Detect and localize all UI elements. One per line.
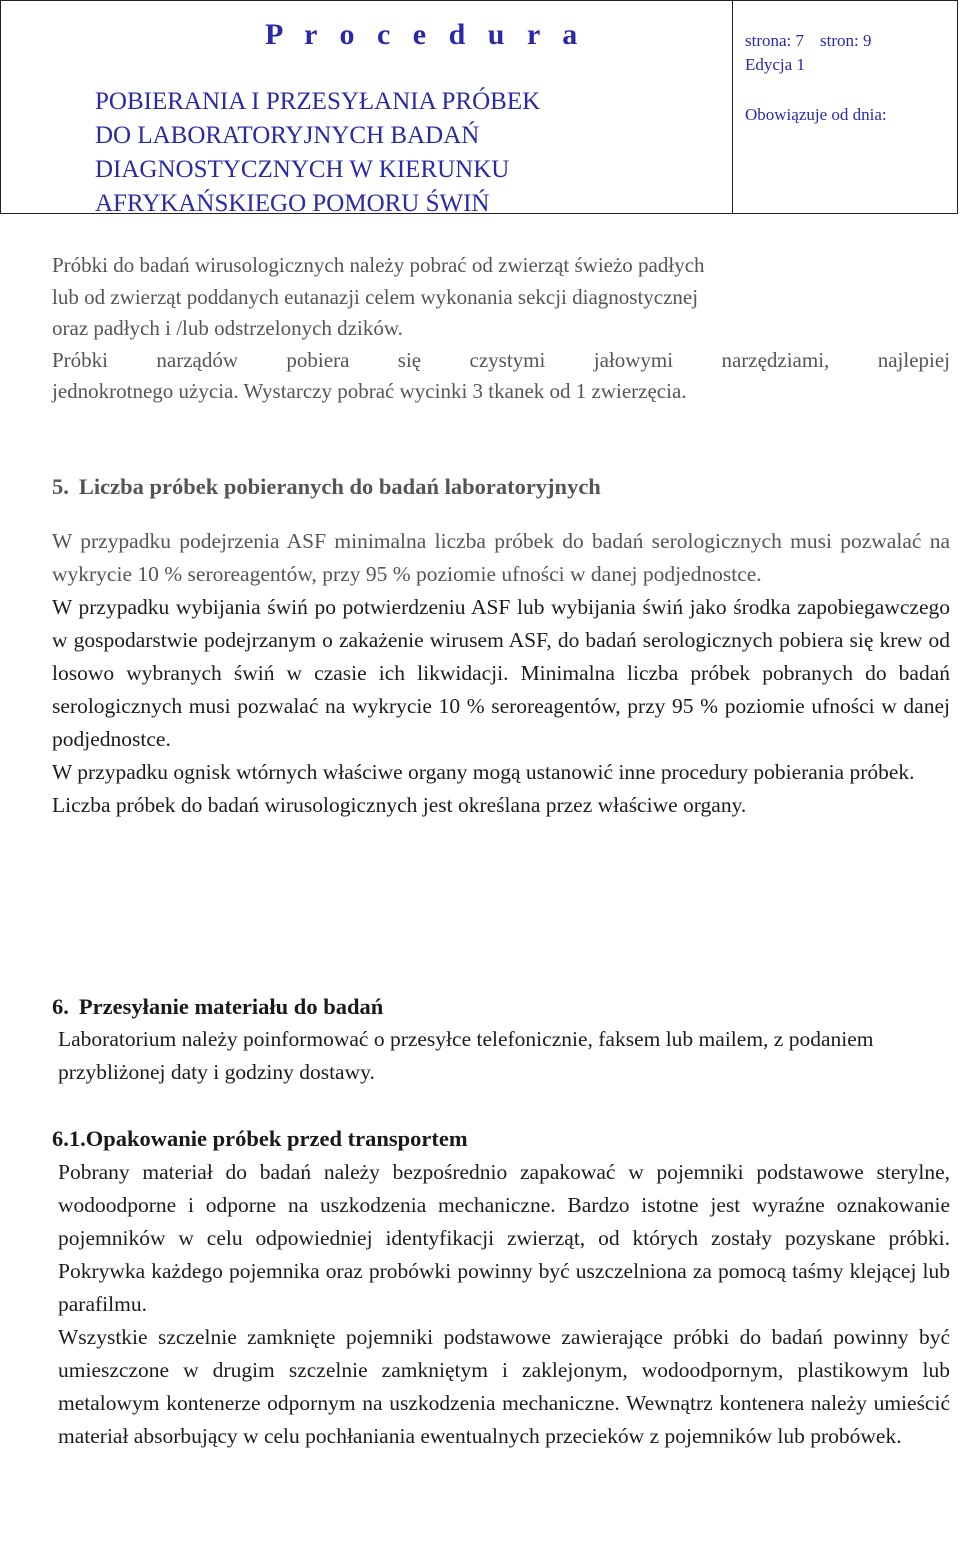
section-5-body xyxy=(52,525,950,822)
paragraph: W przypadku wybijania świń po potwierdzeniu ASF lub wybijania świń jako środka zapobiegawczego w gospodarstwie podejrzanym o zakażenie wirusem ASF, do badań serologicznych pobiera się krew od losowo wybranych świń w czasie ich likwidacji. Minimalna liczba próbek pobranych do badań serologicznych musi pozwalać na wykrycie 10 % seroreagentów, przy 95 % poziomie ufności w danej podjednostce. xyxy=(52,595,950,751)
header-title-cell xyxy=(1,1,733,217)
edition: Edycja 1 xyxy=(745,55,805,74)
intro-line: lub od zwierząt poddanych eutanazji celem wykonania sekcji diagnostycznej xyxy=(52,284,699,309)
section-5-heading xyxy=(52,470,601,503)
section-6-heading xyxy=(52,990,383,1023)
page-count xyxy=(745,29,957,53)
paragraph: Pobrany materiał do badań należy bezpośrednio zapakować w pojemniki podstawowe sterylne, wodoodporne i odporne na uszkodzenia mechaniczne. Bardzo istotne jest wyraźne oznakowanie pojemników w celu odpowiedniej identyfikacji zwierząt, od których zostały pozyskane próbki. Pokrywka każdego pojemnika oraz probówki powinny być uszczelniona za pomocą taśmy klejącej lub parafilmu. xyxy=(58,1160,950,1316)
page-number: strona: 7 xyxy=(745,31,805,50)
title-line: AFRYKAŃSKIEGO POMORU ŚWIŃ xyxy=(95,190,490,217)
paragraph: Wszystkie szczelnie zamknięte pojemniki podstawowe zawierające próbki do badań powinny być umieszczone w drugim szczelnie zamkniętym i zaklejonym, wodoodpornym, plastikowym lub metalowym kontenerze odpornym na uszkodzenia mechaniczne. Wewnątrz kontenera należy umieścić materiał absorbujący w celu pochłaniania ewentualnych przecieków z pojemników lub probówek. xyxy=(58,1325,950,1448)
document-meta xyxy=(745,29,957,127)
document-title xyxy=(95,85,732,221)
valid-from: Obowiązuje od dnia: xyxy=(745,105,887,124)
section-title: Liczba próbek pobieranych do badań laboratoryjnych xyxy=(78,474,601,499)
intro-line: Próbki narządów pobiera się czystymi jałowymi narzędziami, najlepiej xyxy=(52,347,950,372)
paragraph: W przypadku ognisk wtórnych właściwe organy mogą ustanowić inne procedury pobierania próbek. xyxy=(52,760,915,784)
title-line: DIAGNOSTYCZNYCH W KIERUNKU xyxy=(95,156,510,183)
header-meta-cell xyxy=(733,1,957,213)
intro-line: jednokrotnego użycia. Wystarczy pobrać wycinki 3 tkanek od 1 zwierzęcia. xyxy=(52,379,687,403)
section-number: 6.1. xyxy=(52,1126,86,1151)
paragraph: W przypadku podejrzenia ASF minimalna liczba próbek do badań serologicznych musi pozwalać na wykrycie 10 % seroreagentów, przy 95 % poziomie ufności w danej podjednostce. xyxy=(52,529,950,586)
section-number: 5. xyxy=(52,474,69,499)
title-line: POBIERANIA I PRZESYŁANIA PRÓBEK xyxy=(95,88,541,115)
section-title: Przesyłanie materiału do badań xyxy=(78,994,384,1019)
title-line: DO LABORATORYJNYCH BADAŃ xyxy=(95,122,480,149)
section-number: 6. xyxy=(52,994,69,1019)
intro-line: Próbki do badań wirusologicznych należy pobrać od zwierząt świeżo padłych xyxy=(52,253,705,277)
section-6-1-body xyxy=(58,1156,950,1453)
document-header xyxy=(0,0,958,217)
section-6-1-heading xyxy=(52,1122,468,1155)
section-6-body xyxy=(58,1023,918,1089)
document-type: P r o c e d u r a xyxy=(265,18,585,51)
total-pages: stron: 9 xyxy=(820,31,872,50)
intro-paragraph xyxy=(52,250,950,408)
paragraph: Laboratorium należy poinformować o przesyłce telefonicznie, faksem lub mailem, z podaniem przybliżonej daty i godziny dostawy. xyxy=(58,1027,874,1084)
section-title: Opakowanie próbek przed transportem xyxy=(85,1126,468,1151)
intro-line: oraz padłych i /lub odstrzelonych dzików. xyxy=(52,316,403,340)
paragraph: Liczba próbek do badań wirusologicznych jest określana przez właściwe organy. xyxy=(52,793,747,817)
